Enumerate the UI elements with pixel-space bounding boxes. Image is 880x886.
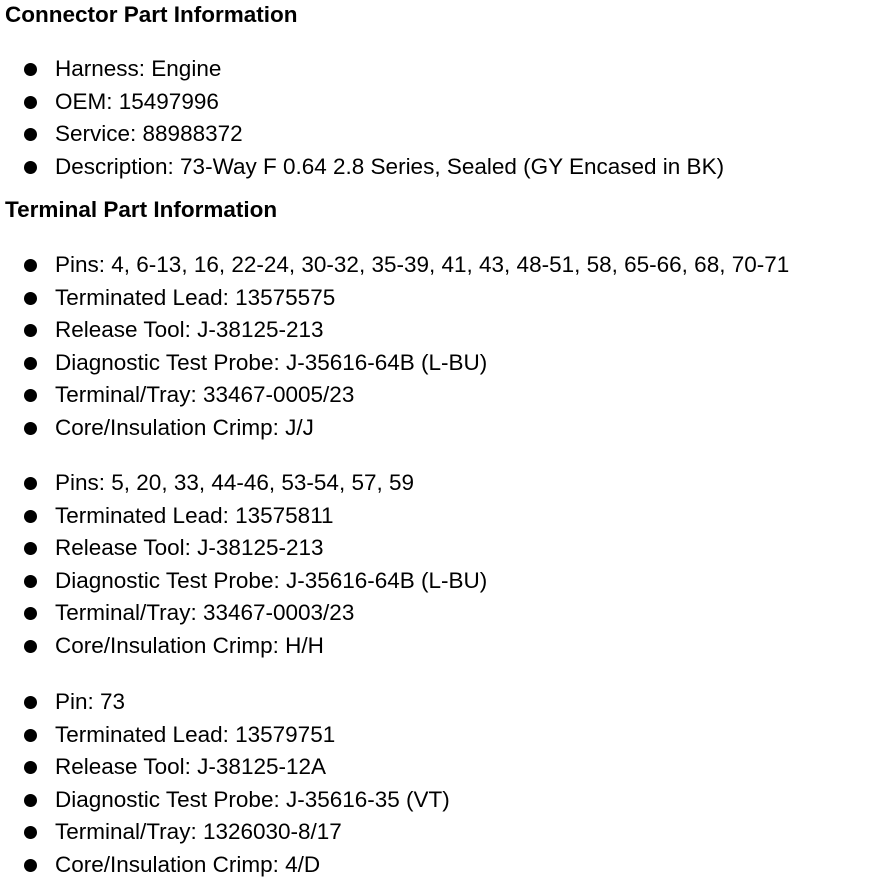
bullet-icon <box>24 696 37 709</box>
terminal-section-heading: Terminal Part Information <box>5 197 278 222</box>
bullet-icon <box>24 761 37 774</box>
bullet-icon <box>24 510 37 523</box>
item-text: Pin: 73 <box>55 689 126 714</box>
item-text: Diagnostic Test Probe: J-35616-64B (L-BU) <box>55 567 488 593</box>
item-text: Description: 73-Way F 0.64 2.8 Series, Sealed (GY Encased in BK) <box>55 153 725 179</box>
bullet-icon <box>24 389 37 402</box>
item-text: Core/Insulation Crimp: 4/D <box>55 851 321 877</box>
bullet-icon <box>24 422 37 435</box>
bullet-icon <box>24 324 37 337</box>
item-text: Diagnostic Test Probe: J-35616-35 (VT) <box>55 786 450 812</box>
item-text: Terminal/Tray: 33467-0005/23 <box>55 382 355 408</box>
item-text: Terminated Lead: 13575575 <box>55 284 336 310</box>
bullet-icon <box>24 859 37 872</box>
bullet-icon <box>24 575 37 588</box>
item-text: OEM: 15497996 <box>55 88 219 114</box>
bullet-icon <box>24 477 37 490</box>
item-text: Pins: 4, 6-13, 16, 22-24, 30-32, 35-39, 41, 43, 48-51, 58, 65-66, 68, 70-71 <box>55 252 790 277</box>
item-text: Terminal/Tray: 1326030-8/17 <box>55 819 342 845</box>
bullet-icon <box>24 96 37 109</box>
bullet-icon <box>24 794 37 807</box>
connector-section-heading: Connector Part Information <box>5 2 298 27</box>
item-text: Service: 88988372 <box>55 121 243 147</box>
bullet-icon <box>24 826 37 839</box>
bullet-icon <box>24 542 37 555</box>
item-text: Release Tool: J-38125-213 <box>55 317 324 343</box>
bullet-icon <box>24 161 37 174</box>
bullet-icon <box>24 640 37 653</box>
item-text: Terminal/Tray: 33467-0003/23 <box>55 600 355 626</box>
item-text: Pins: 5, 20, 33, 44-46, 53-54, 57, 59 <box>55 470 415 495</box>
item-text: Harness: Engine <box>55 56 222 81</box>
item-text: Terminated Lead: 13579751 <box>55 721 336 747</box>
item-text: Release Tool: J-38125-12A <box>55 754 327 780</box>
bullet-icon <box>24 357 37 370</box>
item-text: Core/Insulation Crimp: J/J <box>55 414 314 440</box>
bullet-icon <box>24 128 37 141</box>
bullet-icon <box>24 63 37 76</box>
bullet-icon <box>24 292 37 305</box>
item-text: Terminated Lead: 13575811 <box>55 502 334 528</box>
item-text: Diagnostic Test Probe: J-35616-64B (L-BU) <box>55 349 488 375</box>
bullet-icon <box>24 259 37 272</box>
bullet-icon <box>24 729 37 742</box>
item-text: Core/Insulation Crimp: H/H <box>55 632 324 658</box>
item-text: Release Tool: J-38125-213 <box>55 535 324 561</box>
bullet-icon <box>24 607 37 620</box>
